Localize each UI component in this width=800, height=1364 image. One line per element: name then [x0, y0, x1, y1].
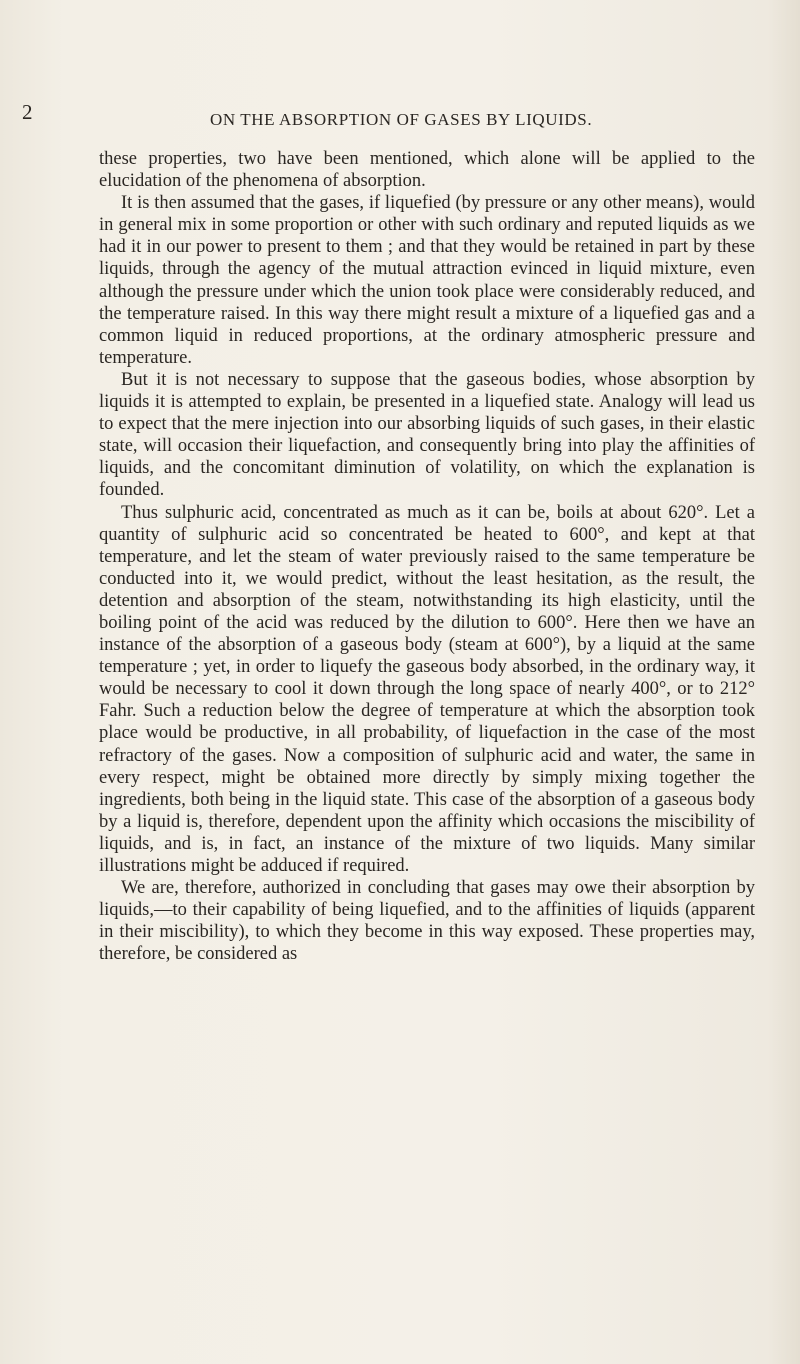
body-text [99, 148, 755, 965]
page-number: 2 [22, 100, 33, 124]
paragraph: these properties, two have been mentioned, which alone will be applied to the elucidation of the phenomena of absorption. [99, 149, 755, 192]
paragraph: It is then assumed that the gases, if liquefied (by pressure or any other means), would in general mix in some proportion or other with such ordinary and reputed liquids as we had it in our power to present to them ; and that they would be retained in part by these liquids, through the agency of the mutual attraction evinced in liquid mixture, even although the pressure under which the union took place were considerably reduced, and the temperature raised. In this way there might result a mixture of a liquefied gas and a common liquid in reduced proportions, at the ordinary atmospheric pressure and temperature. [99, 193, 755, 368]
running-head: ON THE ABSORPTION OF GASES BY LIQUIDS. [210, 110, 593, 129]
paragraph: Thus sulphuric acid, concentrated as much as it can be, boils at about 620°. Let a quantity of sulphuric acid so concentrated be heated to 600°, and kept at that temperature, and let the steam of water previously raised to the same temperature be conducted into it, we would predict, without the least hesitation, as the result, the detention and absorption of the steam, notwithstanding its high elasticity, until the boiling point of the acid was reduced by the dilution to 600°. Here then we have an instance of the absorption of a gaseous body (steam at 600°), by a liquid at the same temperature ; yet, in order to liquefy the gaseous body absorbed, in the ordinary way, it would be necessary to cool it down through the long space of nearly 400°, or to 212° Fahr. Such a reduction below the degree of temperature at which the absorption took place would be productive, in all probability, of liquefaction in the case of the most refractory of the gases. Now a composition of sulphuric acid and water, the same in every respect, might be obtained more directly by simply mixing together the ingredients, both being in the liquid state. This case of the absorption of a gaseous body by a liquid is, therefore, dependent upon the affinity which occasions the miscibility of liquids, and is, in fact, an instance of the mixture of two liquids. Many similar illustrations might be adduced if required. [99, 502, 755, 876]
paragraph: We are, therefore, authorized in concluding that gases may owe their absorption by liquids,—to their capability of being liquefied, and to the affinities of liquids (apparent in their miscibility), to which they become in this way exposed. These properties may, therefore, be considered as [99, 878, 755, 965]
paragraph: But it is not necessary to suppose that the gaseous bodies, whose absorption by liquids it is attempted to explain, be presented in a liquefied state. Analogy will lead us to expect that the mere injection into our absorbing liquids of such gases, in their elastic state, will occasion their liquefaction, and consequently bring into play the affinities of liquids, and the concomitant diminution of volatility, on which the explanation is founded. [99, 369, 755, 501]
